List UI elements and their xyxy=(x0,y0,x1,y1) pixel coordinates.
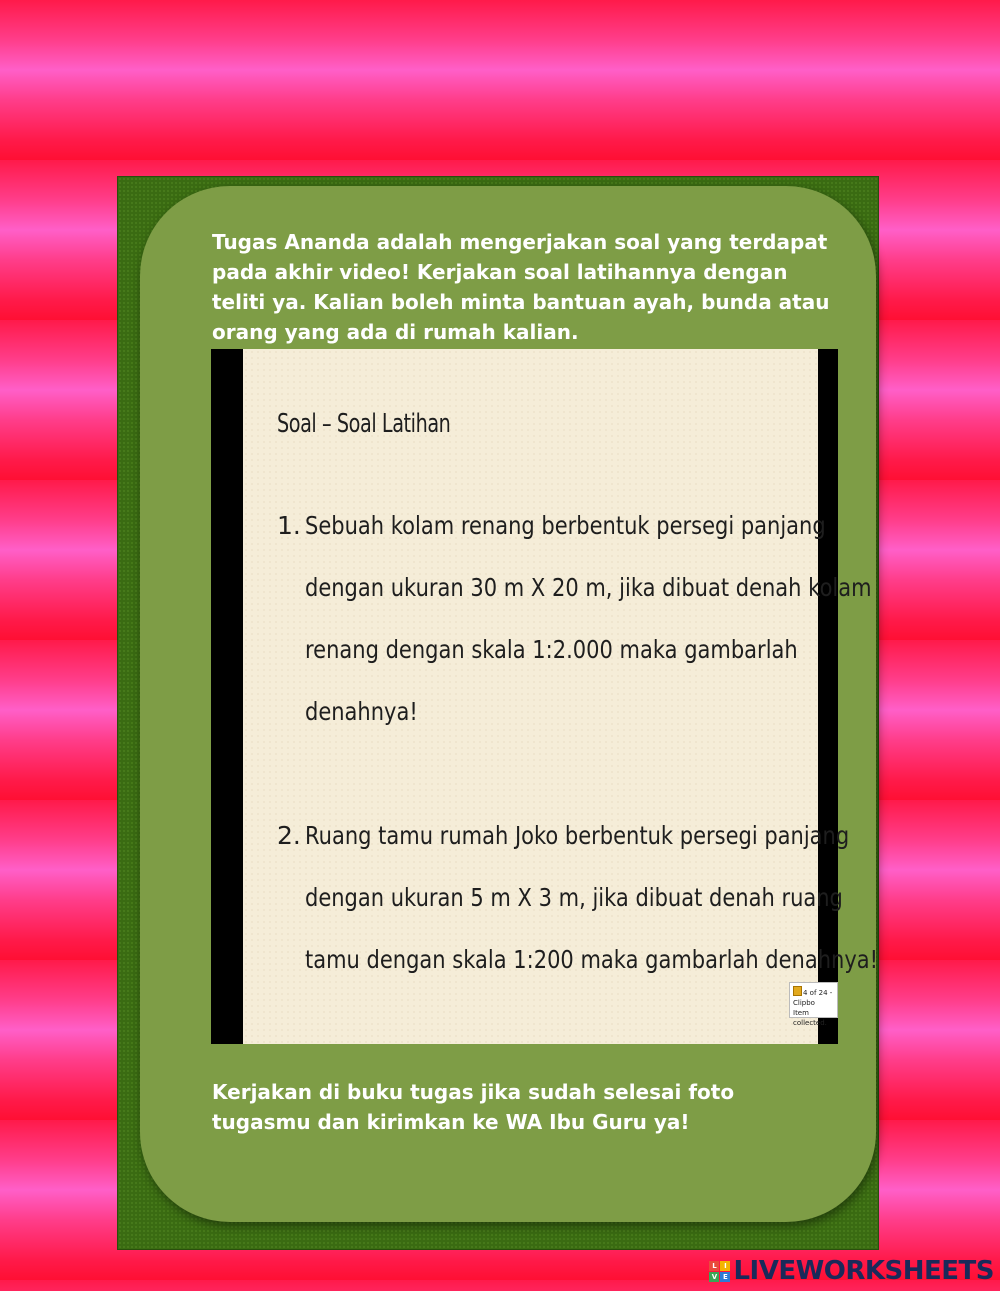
video-screenshot xyxy=(211,349,879,1044)
slide xyxy=(243,349,879,1044)
brand-name: LIVEWORKSHEETS xyxy=(733,1256,994,1286)
question-line: Sebuah kolam renang berbentuk persegi panjang xyxy=(305,511,826,540)
clipboard-popup xyxy=(789,982,838,1027)
question-line: tamu dengan skala 1:200 maka gambarlah denahnya! xyxy=(305,945,879,974)
question-number: 1. xyxy=(277,511,301,540)
question-number: 2. xyxy=(277,821,301,850)
clipboard-popup-line2: Item collected. xyxy=(793,1009,827,1027)
clipboard-popup-line1: 4 of 24 - Clipbo xyxy=(793,989,833,1007)
liveworksheets-brand[interactable] xyxy=(709,1256,994,1286)
logo-letter: V xyxy=(709,1272,719,1282)
logo-letter: I xyxy=(720,1261,730,1271)
question-line: denahnya! xyxy=(305,697,418,726)
question-line: Ruang tamu rumah Joko berbentuk persegi panjang xyxy=(305,821,850,850)
question-line: dengan ukuran 30 m X 20 m, jika dibuat denah kolam xyxy=(305,573,872,602)
logo-letter: E xyxy=(720,1272,730,1282)
question-line: renang dengan skala 1:2.000 maka gambarlah xyxy=(305,635,798,664)
intro-instructions: Tugas Ananda adalah mengerjakan soal yang terdapat pada akhir video! Kerjakan soal latihannya dengan teliti ya. Kalian boleh minta bantuan ayah, bunda atau orang yang ada di rumah kalian. xyxy=(212,230,830,344)
question-line: dengan ukuran 5 m X 3 m, jika dibuat denah ruang xyxy=(305,883,843,912)
footer-instructions: Kerjakan di buku tugas jika sudah selesai foto tugasmu dan kirimkan ke WA Ibu Guru ya! xyxy=(212,1080,735,1134)
clipboard-icon xyxy=(793,986,802,996)
liveworksheets-logo-icon xyxy=(709,1261,730,1282)
slide-title: Soal – Soal Latihan xyxy=(277,409,451,439)
logo-letter: L xyxy=(709,1261,719,1271)
